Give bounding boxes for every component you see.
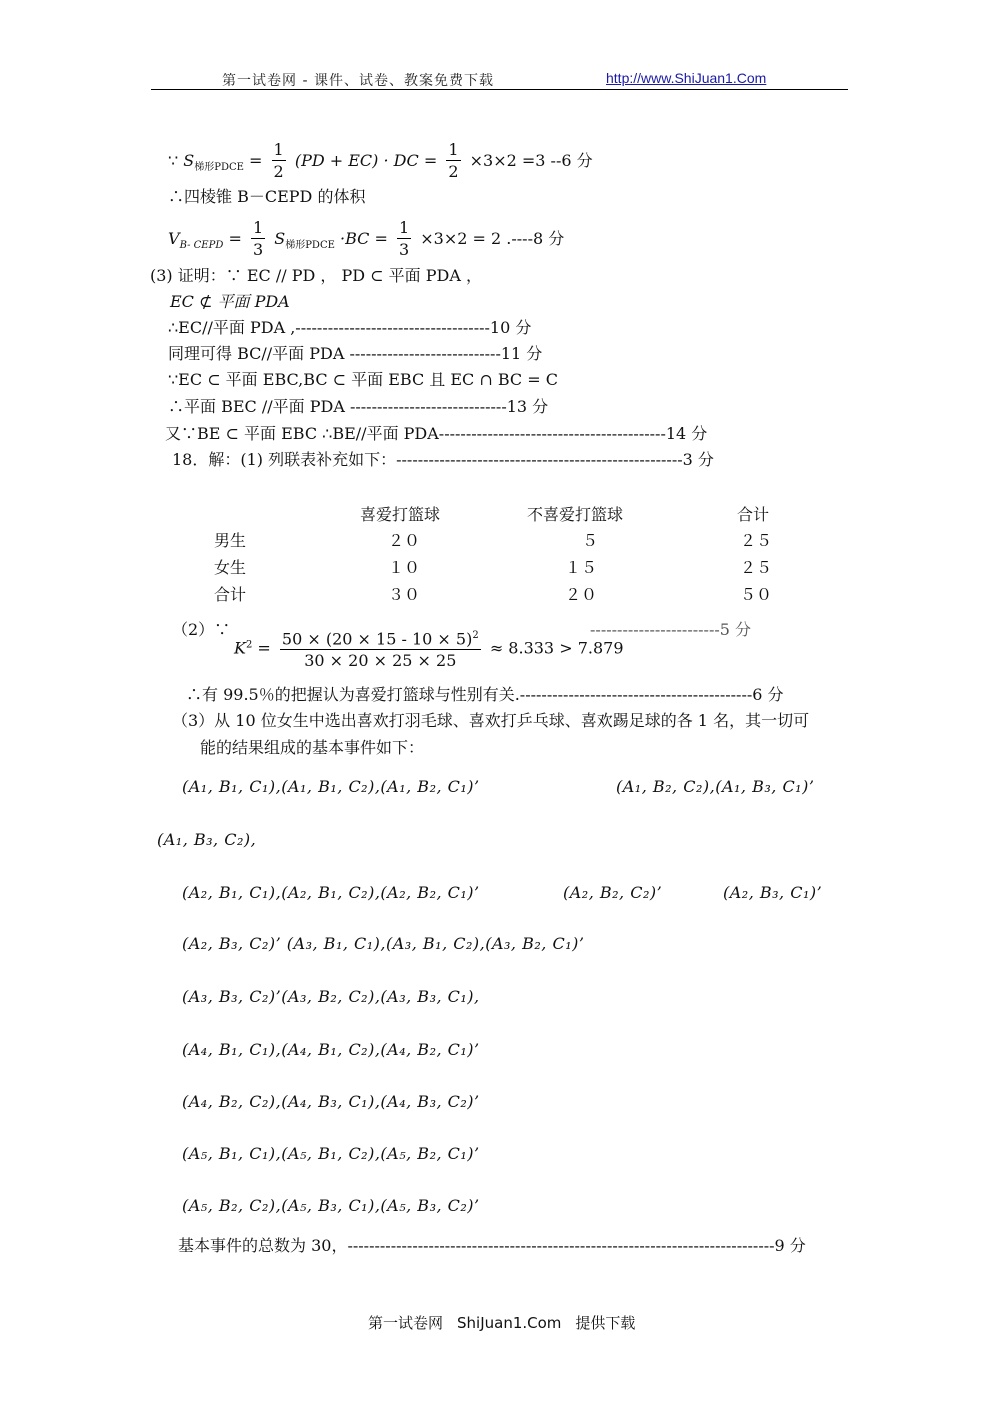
conclusion-line: ∴有 99.5％的把握认为喜爱打篮球与性别有关.-------------------------------------------6 分 [186, 685, 784, 704]
formula-tail: ×3×2 =3 --6 分 [469, 151, 593, 170]
table-cell: ２０ [565, 585, 598, 604]
footer-site: 第一试卷网 [368, 1314, 444, 1332]
formula-volume [168, 218, 564, 261]
proof-line-4: 同理可得 BC//平面 PDA ----------------------------11 分 [168, 344, 543, 363]
event-row: (A₂, B₁, C₁),(A₂, B₁, C₂),(A₂, B₂, C₁)’ [182, 883, 480, 902]
table-header-dislike: 不喜爱打篮球 [527, 505, 624, 524]
event-row: (A₅, B₂, C₂),(A₅, B₃, C₁),(A₅, B₃, C₂)’ [182, 1196, 480, 1215]
event-row: (A₁, B₁, C₁),(A₁, B₁, C₂),(A₁, B₂, C₁)’ [182, 777, 480, 796]
event-row: (A₅, B₁, C₁),(A₅, B₁, C₂),(A₅, B₂, C₁)’ [182, 1144, 480, 1163]
fraction-third [251, 218, 265, 261]
k2-score: ------------------------5 分 [590, 620, 752, 639]
table-header-like: 喜爱打篮球 [360, 505, 441, 524]
formula-tail: ×3×2 = 2 .----8 分 [420, 229, 565, 248]
proof-line-7: 又∵BE ⊂ 平面 EBC ∴BE//平面 PDA------------------------------------------14 分 [165, 424, 708, 443]
table-cell: １５ [565, 558, 598, 577]
proof-line-5: ∵EC ⊂ 平面 EBC,BC ⊂ 平面 EBC 且 EC ∩ BC = C [168, 370, 558, 389]
table-row-label: 女生 [214, 558, 247, 577]
event-row: (A₄, B₂, C₂),(A₄, B₃, C₁),(A₄, B₃, C₂)’ [182, 1092, 480, 1111]
fraction-numerator: 1 [273, 140, 284, 159]
fraction-numerator: 1 [398, 218, 410, 237]
table-cell: ２５ [740, 558, 773, 577]
table-cell: ２５ [740, 531, 773, 550]
fraction-numerator: 1 [252, 218, 264, 237]
fraction-denominator: 2 [448, 162, 459, 181]
fraction-denominator: 3 [252, 240, 264, 259]
table-header-total: 合计 [737, 505, 770, 524]
footer-text: 提供下载 [575, 1314, 636, 1332]
event-row: (A₂, B₃, C₁)’ [723, 883, 823, 902]
footer-domain[interactable]: ShiJuan1.Com [457, 1314, 562, 1332]
pyramid-volume-heading: ∴四棱锥 B－CEPD 的体积 [168, 187, 366, 206]
total-events-line: 基本事件的总数为 30，-------------------------------------------------------------------------------9 分 [178, 1236, 806, 1255]
k2-formula [234, 626, 624, 672]
proof-line-2: EC ⊄ 平面 PDA [170, 292, 290, 311]
area-subscript: 梯形PDCE [285, 240, 335, 252]
table-cell: １０ [388, 558, 421, 577]
k-symbol: K [234, 638, 246, 658]
table-row-label: 男生 [214, 531, 247, 550]
table-cell: ２０ [388, 531, 421, 550]
equals-sign: = [249, 151, 263, 170]
equals-sign: = [228, 229, 242, 248]
k2-fraction [280, 626, 481, 672]
k2-prefix: （2）∵ [172, 620, 231, 639]
event-row: (A₂, B₃, C₂)’ (A₃, B₁, C₁),(A₃, B₁, C₂),(A₃, B₂, C₁)’ [182, 934, 585, 953]
event-row: (A₄, B₁, C₁),(A₄, B₁, C₂),(A₄, B₂, C₁)’ [182, 1040, 480, 1059]
table-row-label: 合计 [214, 585, 247, 604]
volume-subscript: B- CEPD [179, 240, 224, 252]
area-subscript: 梯形PDCE [194, 162, 244, 174]
fraction-denominator: 2 [273, 162, 284, 181]
k-exponent: 2 [245, 639, 253, 651]
proof-line-1: (3) 证明：∵ EC // PD ， PD ⊂ 平面 PDA ， [150, 266, 482, 285]
event-row: (A₃, B₃, C₂)’(A₃, B₂, C₂),(A₃, B₃, C₁), [182, 987, 480, 1006]
formula-middle: ·BC = [340, 229, 388, 248]
k2-result: ≈ 8.333 > 7.879 [489, 638, 624, 658]
k2-denominator: 30 × 20 × 25 × 25 [304, 651, 457, 671]
header-link[interactable]: http://www.ShiJuan1.Com [606, 70, 767, 86]
table-cell: ５ [582, 531, 599, 550]
part3-line-1: （3）从 10 位女生中选出喜欢打羽毛球、喜欢打乒乓球、喜欢踢足球的各 1 名，其一切可 [172, 711, 810, 730]
fraction-half-2 [446, 140, 460, 183]
footer [368, 1312, 635, 1333]
volume-symbol: V [168, 229, 180, 248]
table-cell: ５０ [740, 585, 773, 604]
event-row: (A₂, B₂, C₂)’ [563, 883, 663, 902]
area-symbol: S [183, 151, 195, 170]
fraction-half [272, 140, 286, 183]
because-symbol: ∵ [168, 151, 179, 170]
proof-line-3: ∴EC//平面 PDA ,------------------------------------10 分 [168, 318, 532, 337]
fraction-numerator: 1 [448, 140, 459, 159]
header-divider [151, 89, 848, 90]
fraction-third-2 [397, 218, 411, 261]
formula-area-trapezoid [168, 140, 593, 183]
header-title: 第一试卷网 - 课件、试卷、教案免费下载 [222, 73, 494, 89]
area-symbol: S [274, 229, 286, 248]
formula-middle: (PD + EC) · DC = [294, 151, 438, 170]
k2-numerator: 50 × (20 × 15 - 10 × 5) [281, 629, 473, 649]
fraction-denominator: 3 [398, 240, 410, 259]
equals-sign: = [257, 638, 271, 658]
event-row: (A₁, B₂, C₂),(A₁, B₃, C₁)’ [616, 777, 815, 796]
event-row: (A₁, B₃, C₂), [157, 830, 257, 849]
part3-line-2: 能的结果组成的基本事件如下： [200, 738, 425, 757]
table-cell: ３０ [388, 585, 421, 604]
question-18-heading: 18．解：(1) 列联表补充如下：-----------------------------------------------------3 分 [172, 450, 714, 469]
numerator-exponent: 2 [472, 630, 479, 641]
proof-line-6: ∴平面 BEC //平面 PDA -----------------------------13 分 [168, 397, 549, 416]
